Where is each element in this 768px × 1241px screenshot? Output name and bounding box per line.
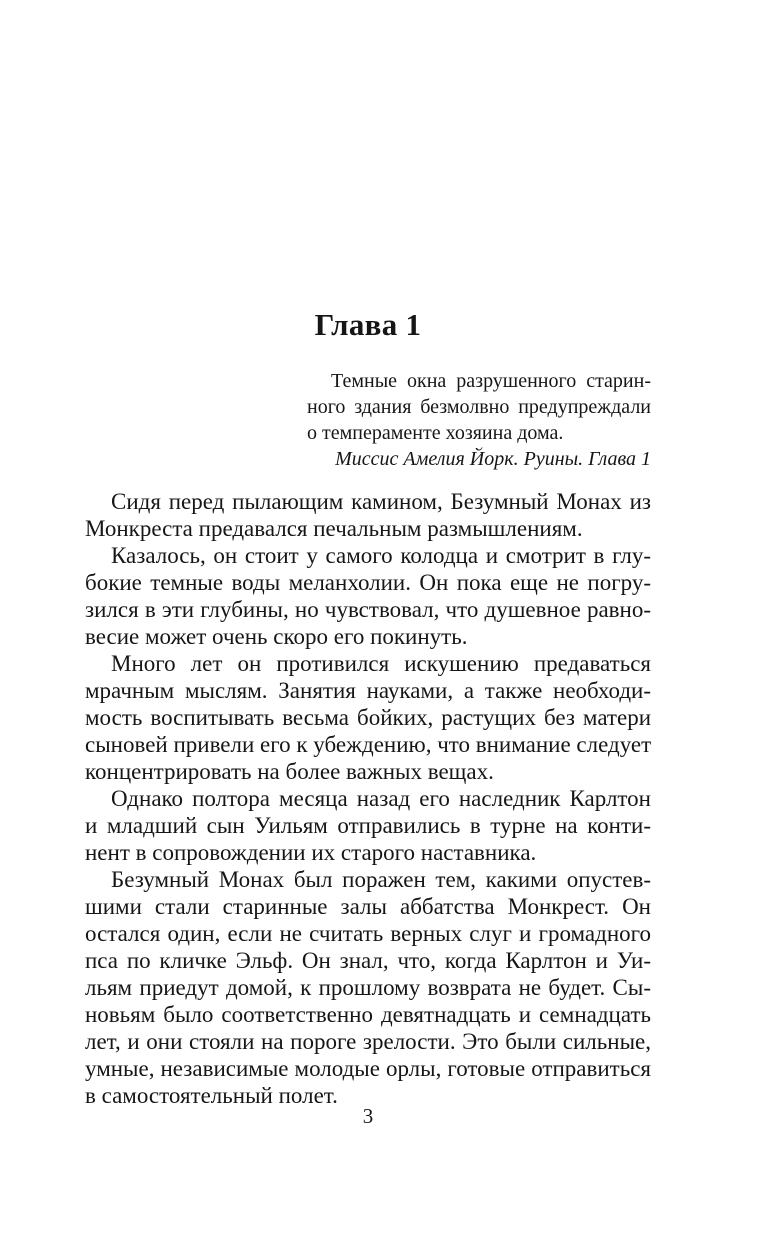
- page-number: 3: [362, 1104, 374, 1128]
- text-line: Много лет он противился искушению предаваться: [111, 651, 651, 676]
- body-text: [85, 488, 651, 1109]
- text-line: мость воспитывать весьма бойких, растущих без матери: [85, 705, 651, 730]
- text-line: и младший сын Уильям отправились в турне на конти-: [85, 813, 651, 838]
- text-line: о темпераменте хозяина дома.: [307, 422, 564, 444]
- text-line: бокие темные воды меланхолии. Он пока еще не погру-: [85, 570, 651, 595]
- text-line: Сидя перед пылающим камином, Безумный Монах из: [111, 489, 651, 514]
- text-line: ного здания безмолвно предупреждали: [307, 396, 651, 418]
- text-line: зился в эти глубины, но чувствовал, что душевное равно-: [85, 597, 651, 622]
- text-line: лет, и они стояли на пороге зрелости. Это были сильные,: [85, 1029, 651, 1054]
- paragraph: [85, 542, 651, 650]
- text-line: новьям было соответственно девятнадцать и семнадцать: [85, 1002, 651, 1027]
- text-line: нент в сопровождении их старого наставника.: [85, 840, 537, 865]
- text-line: льям приедут домой, к прошлому возврата не будет. Сы-: [85, 975, 651, 1000]
- text-block: [85, 306, 651, 1109]
- text-line: Казалось, он стоит у самого колодца и смотрит в глу-: [111, 543, 651, 568]
- text-line: Безумный Монах был поражен тем, какими опустев-: [111, 867, 651, 892]
- paragraph: [85, 866, 651, 1109]
- text-line: мрачным мыслям. Занятия науками, а также необходи-: [85, 678, 651, 703]
- text-line: весие может очень скоро его покинуть.: [85, 624, 468, 649]
- text-line: Однако полтора месяца назад его наследник Карлтон: [111, 786, 651, 811]
- epigraph-attribution: Миссис Амелия Йорк. Руины. Глава 1: [335, 448, 651, 470]
- epigraph-text: [307, 368, 651, 446]
- text-line: концентрировать на более важных вещах.: [85, 759, 494, 784]
- paragraph: [85, 785, 651, 866]
- chapter-title: Глава 1: [314, 307, 422, 342]
- text-line: остался один, если не считать верных слуг и громадного: [85, 921, 651, 946]
- text-line: умные, независимые молодые орлы, готовые отправиться: [85, 1056, 651, 1081]
- text-line: Монкреста предавался печальным размышлениям.: [85, 516, 583, 541]
- text-line: шими стали старинные залы аббатства Монкрест. Он: [85, 894, 651, 919]
- text-line: пса по кличке Эльф. Он знал, что, когда Карлтон и Уи-: [85, 948, 651, 973]
- text-line: сыновей привели его к убеждению, что внимание следует: [85, 732, 652, 757]
- text-line: в самостоятельный полет.: [85, 1083, 338, 1108]
- paragraph: [85, 650, 651, 785]
- text-line: Темные окна разрушенного старин-: [331, 370, 651, 392]
- epigraph: [307, 368, 651, 472]
- paragraph: [85, 488, 651, 542]
